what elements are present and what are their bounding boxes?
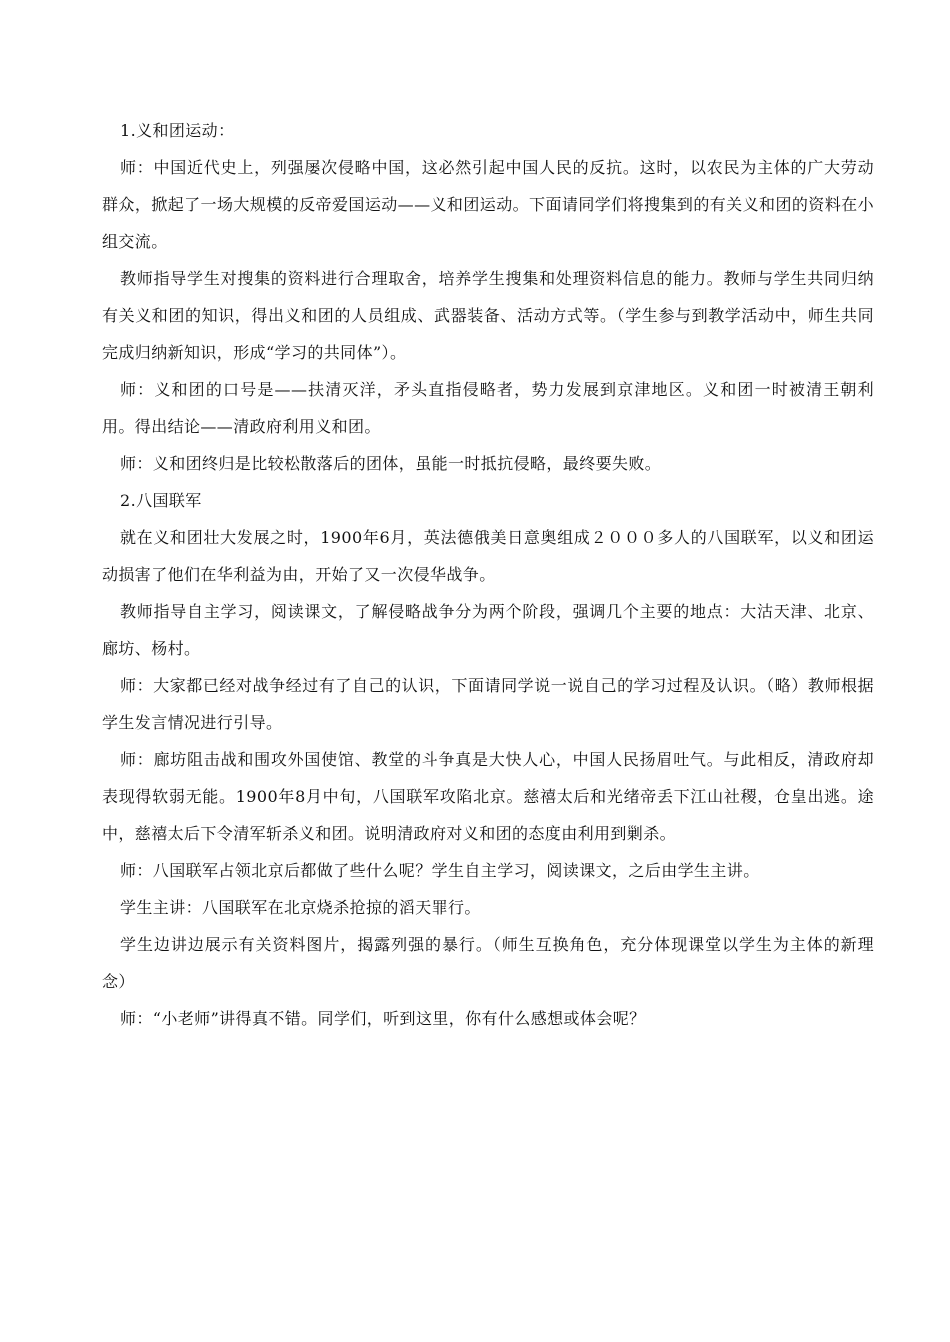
paragraph: 师：中国近代史上，列强屡次侵略中国，这必然引起中国人民的反抗。这时，以农民为主体的广大劳动群众，掀起了一场大规模的反帝爱国运动——义和团运动。下面请同学们将搜集到的有关义和团的资料在小组交流。 xyxy=(102,158,874,251)
paragraph: 师：八国联军占领北京后都做了些什么呢？学生自主学习，阅读课文，之后由学生主讲。 xyxy=(120,861,760,880)
paragraph: 学生主讲：八国联军在北京烧杀抢掠的滔天罪行。 xyxy=(120,898,481,917)
paragraph: 师：义和团的口号是——扶清灭洋，矛头直指侵略者，势力发展到京津地区。义和团一时被清王朝利用。得出结论——清政府利用义和团。 xyxy=(102,380,874,436)
paragraph: 教师指导学生对搜集的资料进行合理取舍，培养学生搜集和处理资料信息的能力。教师与学生共同归纳有关义和团的知识，得出义和团的人员组成、武器装备、活动方式等。（学生参与到教学活动中，师生共同完成归纳新知识，形成“学习的共同体”）。 xyxy=(102,269,874,362)
section-heading-boxer: 1.义和团运动： xyxy=(120,121,235,140)
paragraph: 学生边讲边展示有关资料图片，揭露列强的暴行。（师生互换角色，充分体现课堂以学生为主体的新理念） xyxy=(102,935,874,991)
document-body xyxy=(102,112,874,1037)
paragraph: 师：廊坊阻击战和围攻外国使馆、教堂的斗争真是大快人心，中国人民扬眉吐气。与此相反，清政府却表现得软弱无能。1900年8月中旬，八国联军攻陷北京。慈禧太后和光绪帝丢下江山社稷，仓皇出逃。途中，慈禧太后下令清军斩杀义和团。说明清政府对义和团的态度由利用到剿杀。 xyxy=(102,750,874,843)
paragraph: 师：义和团终归是比较松散落后的团体，虽能一时抵抗侵略，最终要失败。 xyxy=(120,454,662,473)
paragraph: 教师指导自主学习，阅读课文，了解侵略战争分为两个阶段，强调几个主要的地点：大沽天津、北京、廊坊、杨村。 xyxy=(102,602,874,658)
paragraph: 师：大家都已经对战争经过有了自己的认识，下面请同学说一说自己的学习过程及认识。（略）教师根据学生发言情况进行引导。 xyxy=(102,676,874,732)
section-heading-eight-nation: 2.八国联军 xyxy=(120,491,202,510)
paragraph: 就在义和团壮大发展之时，1900年6月，英法德俄美日意奥组成２０００多人的八国联军，以义和团运动损害了他们在华利益为由，开始了又一次侵华战争。 xyxy=(102,528,874,584)
paragraph: 师：“小老师”讲得真不错。同学们，听到这里，你有什么感想或体会呢？ xyxy=(120,1009,646,1028)
